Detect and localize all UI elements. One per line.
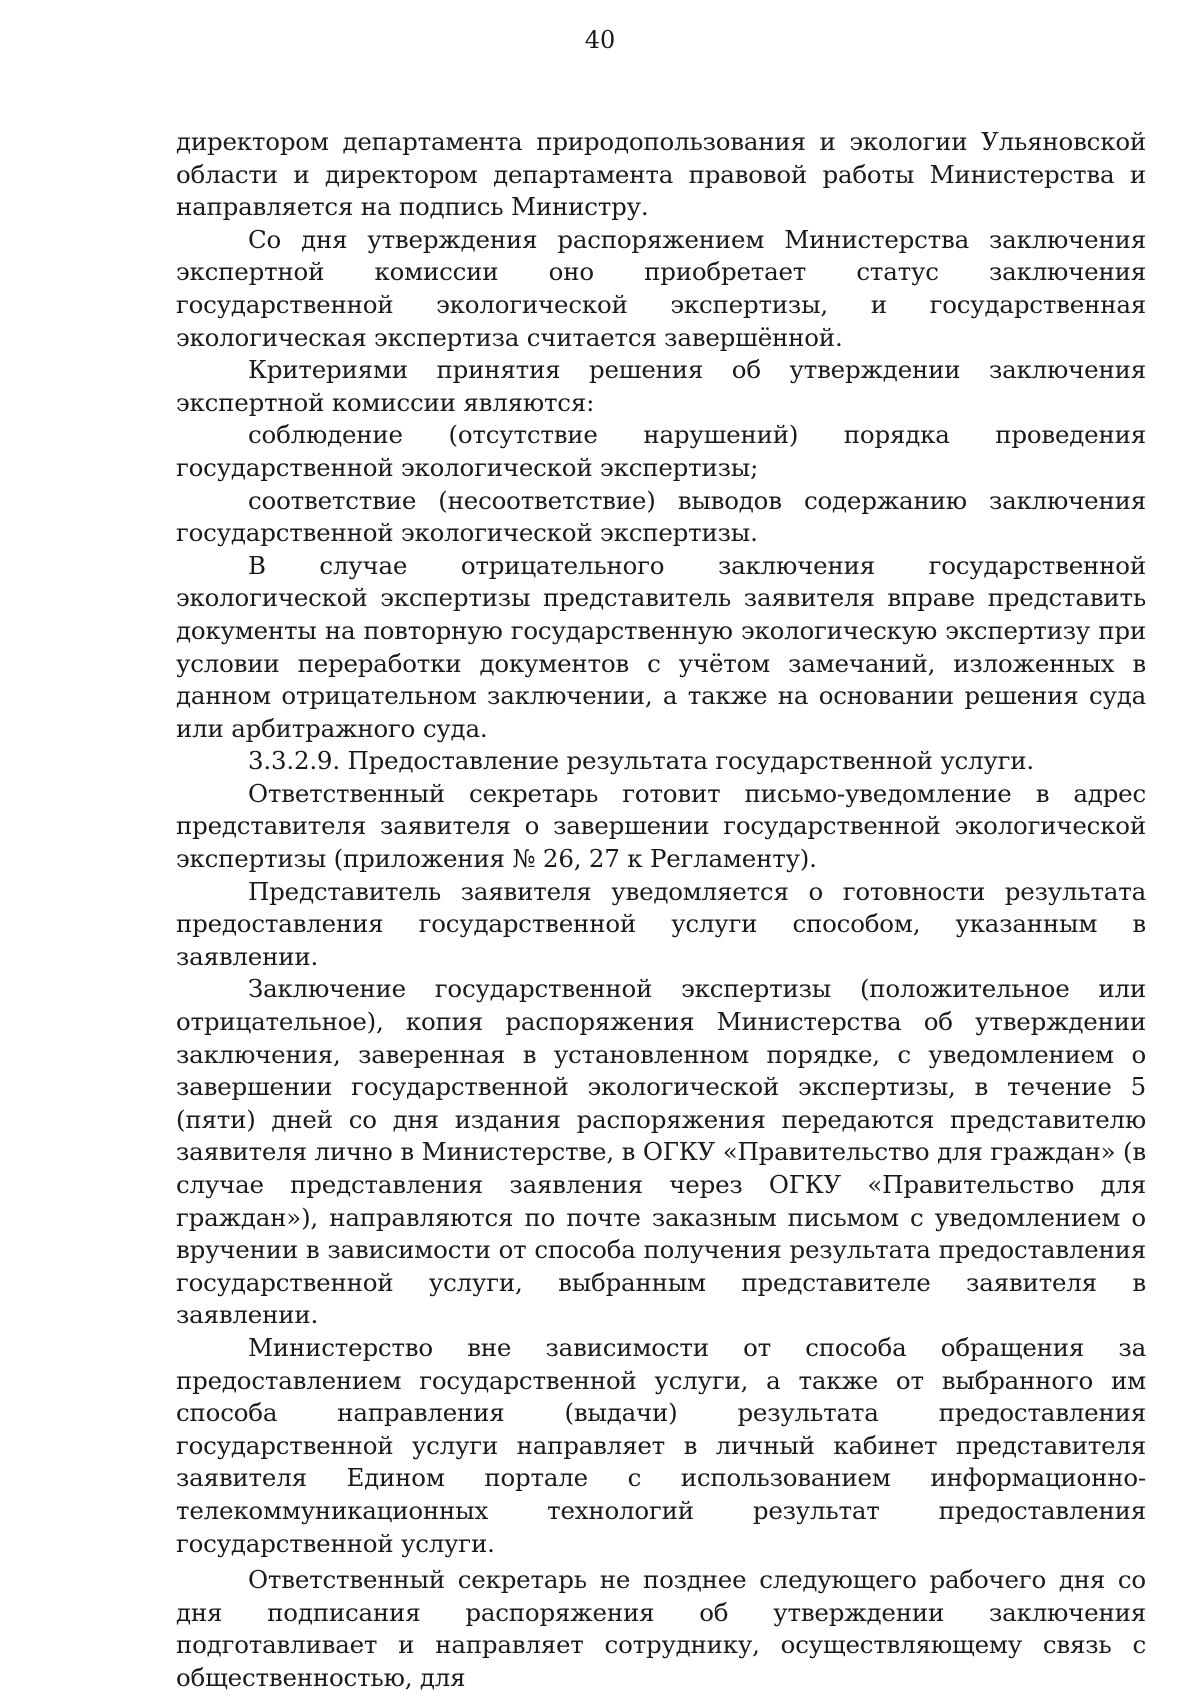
paragraph-notification-letter: Ответственный секретарь готовит письмо-уведомление в адрес представителя заявителя о завершении государственной экологической экспертизы (приложения № 26, 27 к Регламенту). xyxy=(176,778,1146,874)
paragraph-personal-cabinet: Министерство вне зависимости от способа обращения за предоставлением государственной услуги, а также от выбранного им способа направления (выдачи) результата предоставления государственной услуги направляет в личный кабинет представителя заявителя Едином портале с использованием информационно-телекоммуникационных технологий результат предоставления государственной услуги. xyxy=(176,1332,1146,1558)
paragraph-applicant-notified: Представитель заявителя уведомляется о готовности результата предоставления государственной услуги способом, указанным в заявлении. xyxy=(176,876,1146,971)
paragraph-continuation: директором департамента природопользования и экологии Ульяновской области и директором департамента правовой работы Министерства и направляется на подпись Министру. xyxy=(176,127,1146,222)
paragraph-public-relations: Ответственный секретарь не позднее следующего рабочего дня со дня подписания распоряжения об утверждении заключения подготавливает и направляет сотруднику, осуществляющему связь с общественностью, для xyxy=(176,1565,1146,1692)
paragraph-negative-conclusion: В случае отрицательного заключения государственной экологической экспертизы представитель заявителя вправе представить документы на повторную государственную экологическую экспертизу при условии переработки документов с учётом замечаний, изложенных в данном отрицательном заключении, а также на основании решения суда или арбитражного суда. xyxy=(176,550,1146,743)
paragraph-criterion-conclusions: соответствие (несоответствие) выводов содержанию заключения государственной экологической экспертизы. xyxy=(176,485,1146,548)
page-number: 40 xyxy=(584,26,616,54)
paragraph-delivery-of-conclusion: Заключение государственной экспертизы (положительное или отрицательное), копия распоряжения Министерства об утверждении заключения, заверенная в установленном порядке, с уведомлением о завершении государственной экологической экспертизы, в течение 5 (пяти) дней со дня издания распоряжения передаются представителю заявителя лично в Министерстве, в ОГКУ «Правительство для граждан» (в случае представления заявления через ОГКУ «Правительство для граждан»), направляются по почте заказным письмом с уведомлением о вручении в зависимости от способа получения результата предоставления государственной услуги, выбранным представителе заявителя в заявлении. xyxy=(176,974,1146,1330)
paragraph-criteria-intro: Критериями принятия решения об утверждении заключения экспертной комиссии являются: xyxy=(176,355,1146,417)
paragraph-criterion-procedure: соблюдение (отсутствие нарушений) порядка проведения государственной экологической экспертизы; xyxy=(176,420,1146,482)
section-heading-3-3-2-9: 3.3.2.9. Предоставление результата государственной услуги. xyxy=(248,746,1034,776)
paragraph-approval-status: Со дня утверждения распоряжением Министерства заключения экспертной комиссии оно приобретает статус заключения государственной экологической экспертизы, и государственная экологическая экспертиза считается завершённой. xyxy=(176,224,1146,352)
document-body xyxy=(176,126,1146,1695)
